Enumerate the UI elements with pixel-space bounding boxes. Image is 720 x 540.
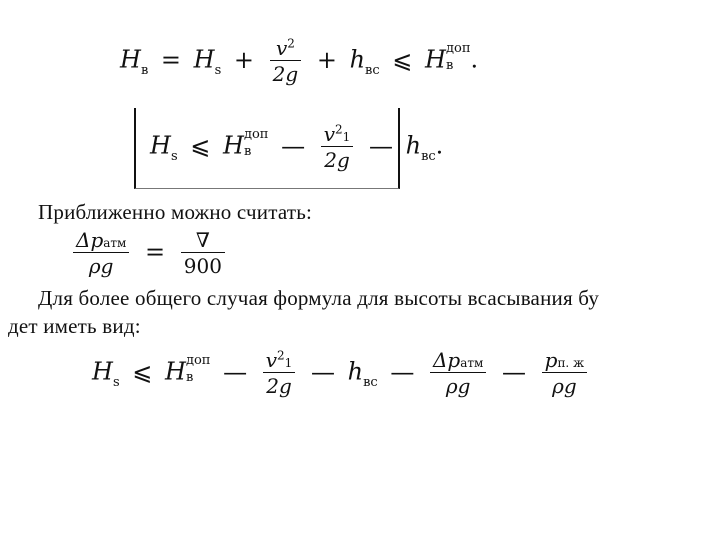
eq1-end: . — [470, 45, 479, 74]
eq2-lhs: H — [150, 131, 171, 160]
eq4-f2-num-var: Δp — [432, 348, 461, 372]
eq2-term2-sub: вс — [421, 148, 436, 164]
paragraph-general-line1: Для более общего случая формула для высоты всасывания бу — [38, 286, 600, 310]
eq1-frac-num-var: v — [275, 36, 288, 60]
eq3-rden: 900 — [181, 252, 225, 276]
eq4-term1-sub: в — [185, 370, 194, 385]
equation-3 — [70, 230, 228, 276]
eq3-left-fraction — [73, 230, 129, 276]
eq2-frac-num — [321, 124, 354, 146]
eq1-plus1: + — [233, 45, 255, 74]
eq4-minus2: — — [310, 357, 335, 386]
eq4-f2-num-sub: атм — [460, 356, 484, 370]
eq4-f3-num-sub: п. ж — [557, 356, 585, 370]
eq1-term2-sub: вс — [365, 62, 380, 78]
eq1-frac-den: 2g — [270, 60, 302, 84]
eq2-minus2: — — [368, 131, 393, 160]
eq2-term1-sub: в — [243, 144, 252, 159]
eq4-minus3: — — [390, 357, 415, 386]
eq4-f1-num-var: v — [265, 348, 278, 372]
eq2-frac-num-sup: 2 — [335, 122, 343, 137]
eq1-rhs-scripts — [446, 42, 471, 72]
eq2-frac-num-sub: 1 — [342, 130, 351, 144]
eq4-lhs: H — [92, 357, 113, 386]
eq1-fraction — [270, 38, 302, 84]
eq4-f3-num — [542, 350, 587, 372]
eq1-lhs-sub: в — [140, 62, 149, 78]
equation-2 — [150, 124, 443, 170]
eq2-frac-num-var: v — [323, 122, 336, 146]
eq3-rnum: ∇ — [195, 228, 210, 252]
eq4-f1-num-sup: 2 — [277, 348, 285, 363]
eq2-term1-sup: доп — [243, 127, 269, 142]
eq1-term1-sub: s — [214, 62, 222, 78]
eq4-lhs-sub: s — [112, 374, 120, 390]
eq3-den: ρg — [73, 252, 129, 276]
eq4-term2-sub: вс — [363, 374, 378, 390]
eq4-term1-scripts — [186, 354, 211, 384]
eq4-f1-num — [263, 350, 296, 372]
eq4-fraction-velocity — [263, 350, 296, 396]
eq3-num-sub: атм — [103, 236, 127, 250]
eq1-frac-num — [270, 38, 302, 60]
eq4-term1-sup: доп — [185, 353, 211, 368]
eq2-end: . — [435, 131, 444, 160]
eq4-f3-den: ρg — [542, 372, 587, 396]
eq1-lhs: H — [120, 45, 141, 74]
eq2-le: ⩽ — [190, 131, 211, 160]
eq1-term1: H — [193, 45, 215, 74]
eq1-term2: h — [349, 45, 366, 74]
eq1-rhs-sup: доп — [445, 41, 471, 56]
eq4-minus1: — — [223, 357, 248, 386]
eq2-fraction — [321, 124, 354, 170]
eq2-frac-den: 2g — [321, 146, 354, 170]
eq3-equals: = — [145, 237, 166, 266]
eq4-fraction-pressure — [430, 350, 486, 396]
eq3-num — [73, 230, 129, 252]
paragraph-approx: Приближенно можно считать: — [38, 200, 313, 224]
equation-1 — [120, 38, 478, 84]
eq2-minus1: — — [281, 131, 306, 160]
eq4-minus4: — — [501, 357, 526, 386]
eq4-le: ⩽ — [132, 357, 153, 386]
eq1-plus2: + — [316, 45, 337, 74]
eq2-term1: H — [223, 131, 244, 160]
eq4-f1-num-sub: 1 — [284, 356, 293, 370]
eq2-term1-scripts — [244, 128, 269, 158]
eq3-right-fraction — [181, 230, 225, 276]
eq3-num-var: Δp — [76, 228, 104, 252]
eq2-lhs-sub: s — [170, 148, 178, 164]
eq1-le: ⩽ — [392, 45, 413, 74]
eq4-fraction-vapor — [542, 350, 587, 396]
eq1-rhs: H — [425, 45, 446, 74]
eq1-frac-num-sup: 2 — [287, 36, 295, 51]
eq4-f1-den: 2g — [263, 372, 296, 396]
paragraph-general-line2: дет иметь вид: — [8, 314, 141, 338]
eq4-term2: h — [347, 357, 364, 386]
eq4-term1: H — [165, 357, 186, 386]
eq1-rhs-sub: в — [445, 58, 454, 73]
eq4-f2-num — [430, 350, 486, 372]
eq2-term2: h — [405, 131, 422, 160]
eq1-equals: = — [160, 45, 182, 74]
eq4-f3-num-var: p — [544, 348, 558, 372]
equation-4 — [92, 350, 590, 396]
eq4-f2-den: ρg — [430, 372, 486, 396]
